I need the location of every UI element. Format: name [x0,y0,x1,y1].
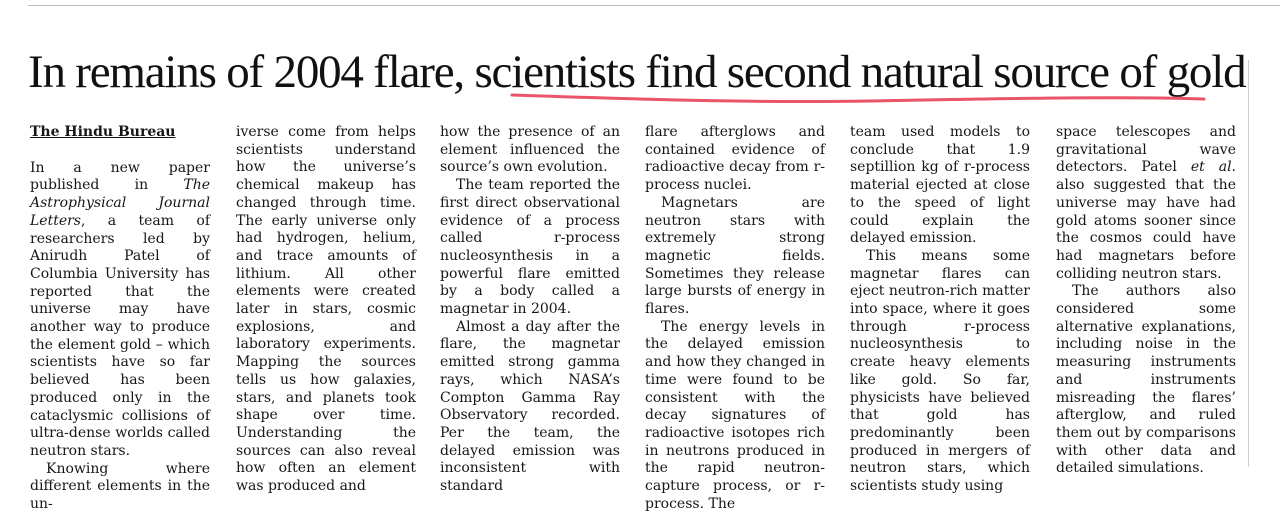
article-column-6 [1056,124,1236,478]
italic-text: et al [1190,159,1232,176]
italic-text: The Astrophysical Journal Letters [30,177,210,229]
paragraph [236,124,416,496]
top-rule [28,5,1280,6]
paragraph [30,160,210,461]
byline: The Hindu Bureau [30,124,176,140]
paragraph [645,195,825,319]
body-text: flare afterglows and contained evidence of radioactive decay from r-process nuclei. [645,124,825,194]
paragraph [440,124,620,177]
paragraph [440,319,620,496]
headline: In remains of 2004 flare, scientists find second natural source of gold [28,46,1246,98]
paragraph [1056,283,1236,478]
body-text: iverse come from helps scientists understand how the universe’s chemical makeup has changed through time. The early universe only had hydrogen, helium, and trace amounts of lithium. All other elements were created later in stars, cosmic explosions, and laboratory experiments. Mapping the sources tells us how galaxies, stars, and planets took shape over time. Understanding the sources can also reveal how often an element was produced and [236,124,416,495]
body-text: Almost a day after the flare, the magnetar emitted strong gamma rays, which NASA’s Compton Gamma Ray Observatory recorded. Per the team, the delayed emission was inconsistent with standard [440,318,620,495]
paragraph [440,177,620,319]
article-column-4 [645,124,825,513]
paragraph [1056,124,1236,283]
paragraph [30,461,210,514]
body-text: how the presence of an element influenced the source’s own evolution. [440,124,620,176]
body-text: , a team of researchers led by Anirudh Patel of Columbia University has reported that the universe may have another way to produce the element gold – which scientists have so far believed has been produced only in the cataclysmic collisions of ultra-dense worlds called neutron stars. [30,212,210,459]
body-text: team used models to conclude that 1.9 septillion kg of r-process material ejected at close to the speed of light could explain the delayed emission. [850,124,1030,247]
article-column-2 [236,124,416,496]
body-text: space telescopes and gravitational wave detectors. Patel [1056,124,1236,176]
article-column-3 [440,124,620,496]
highlight-underline [510,82,1210,106]
paragraph [645,319,825,514]
body-text: The authors also considered some alternative explanations, including noise in the measuring instruments and instruments misreading the flares’ afterglow, and ruled them out by comparisons with other data and detailed simulations. [1056,283,1236,477]
article-column-5 [850,124,1030,496]
body-text: The team reported the first direct observational evidence of a process called r-process nucleosynthesis in a powerful flare emitted by a body called a magnetar in 2004. [440,177,620,318]
body-text: This means some magnetar flares can eject neutron-rich matter into space, where it goes through r-process nucleosynthesis to create heavy elements like gold. So far, physicists have believed that gold has predominantly been produced in mergers of neutron stars, which scientists study using [850,247,1030,495]
body-text: The energy levels in the delayed emission and how they changed in time were found to be consistent with the decay signatures of radioactive isotopes rich in neutrons produced in the rapid neutron-capture process, or r-process. The [645,318,825,512]
column-rule [1248,60,1249,467]
paragraph [850,124,1030,248]
body-text: . also suggested that the universe may have had gold atoms sooner since the cosmos could have had magnetars before colliding neutron stars. [1056,159,1236,282]
paragraph [850,248,1030,496]
paragraph [645,124,825,195]
body-text: Knowing where different elements in the un- [30,460,210,513]
article-column-1 [30,124,210,514]
body-text: In a new paper published in [30,159,210,194]
body-text: Magnetars are neutron stars with extremely strong magnetic fields. Sometimes they release large bursts of energy in flares. [645,194,825,318]
